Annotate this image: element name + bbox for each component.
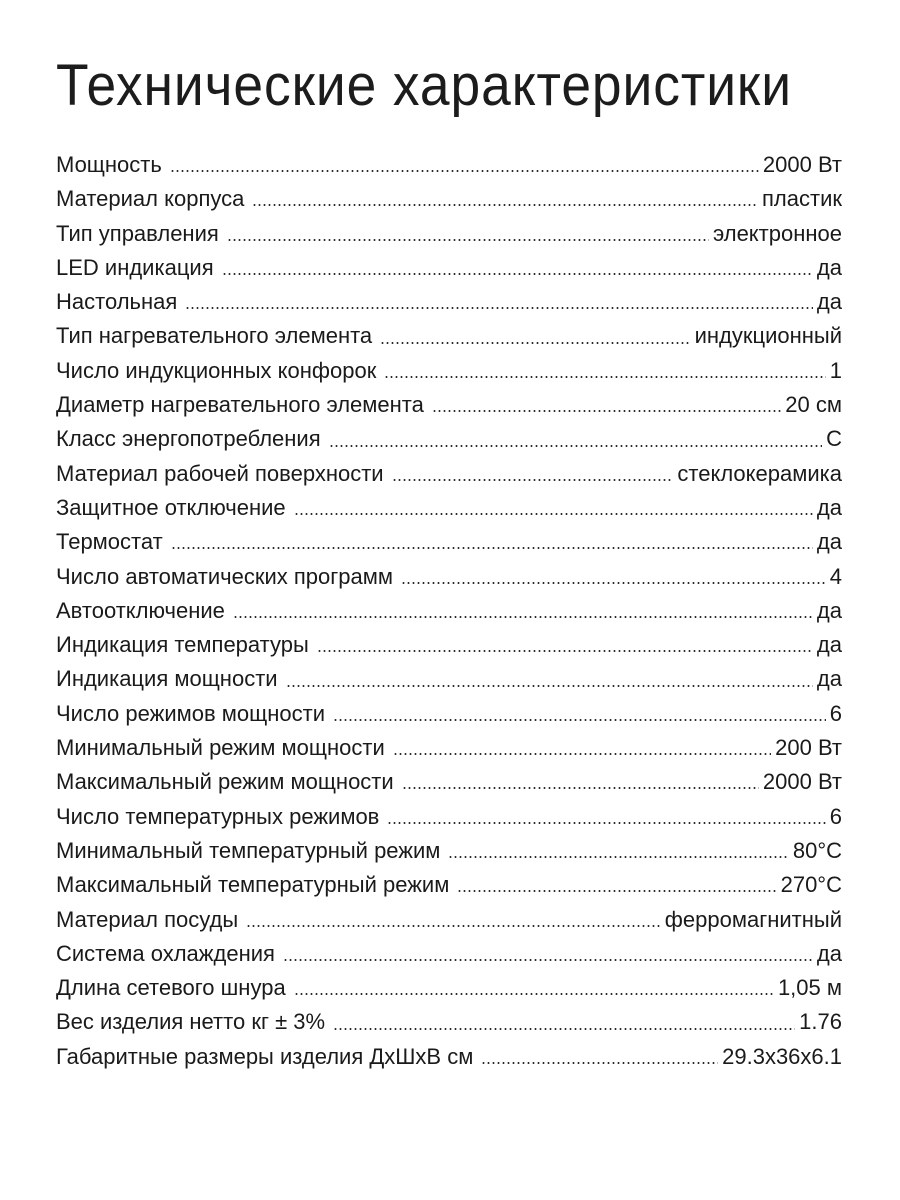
spec-label: Минимальный температурный режим xyxy=(56,837,441,863)
spec-value: пластик xyxy=(762,186,842,212)
spec-row xyxy=(56,697,842,731)
dot-leader xyxy=(401,582,826,584)
spec-value: 2000 Вт xyxy=(762,769,842,795)
spec-label: Габаритные размеры изделия ДхШхВ см xyxy=(56,1043,474,1069)
spec-row xyxy=(56,1040,842,1074)
dot-leader xyxy=(283,959,813,961)
spec-row xyxy=(56,868,842,902)
spec-value: да xyxy=(816,254,842,280)
dot-leader xyxy=(222,273,813,275)
spec-label: Термостат xyxy=(56,529,163,555)
spec-row xyxy=(56,765,842,799)
dot-leader xyxy=(402,787,759,789)
spec-value: 1 xyxy=(829,357,842,383)
spec-label: Защитное отключение xyxy=(56,494,286,520)
spec-row xyxy=(56,388,842,422)
spec-value: да xyxy=(816,597,842,623)
spec-row xyxy=(56,457,842,491)
spec-value: 200 Вт xyxy=(775,735,842,761)
dot-leader xyxy=(392,479,674,481)
spec-row xyxy=(56,422,842,456)
dot-leader xyxy=(317,650,813,652)
spec-row xyxy=(56,251,842,285)
spec-value: 80°C xyxy=(792,837,842,863)
spec-label: Число режимов мощности xyxy=(56,700,325,726)
spec-value: 1.76 xyxy=(799,1009,842,1035)
spec-row xyxy=(56,662,842,696)
spec-row xyxy=(56,491,842,525)
spec-value: электронное xyxy=(712,220,842,246)
spec-row xyxy=(56,834,842,868)
spec-row xyxy=(56,354,842,388)
spec-row xyxy=(56,319,842,353)
spec-label: Материал корпуса xyxy=(56,186,245,212)
spec-label: Материал посуды xyxy=(56,906,239,932)
spec-value: 6 xyxy=(829,803,842,829)
dot-leader xyxy=(481,1062,718,1064)
dot-leader xyxy=(329,445,822,447)
spec-label: Длина сетевого шнура xyxy=(56,975,286,1001)
spec-label: Класс энергопотребления xyxy=(56,426,321,452)
spec-label: Система охлаждения xyxy=(56,940,275,966)
spec-label: Максимальный режим мощности xyxy=(56,769,394,795)
spec-row xyxy=(56,148,842,182)
spec-value: да xyxy=(816,289,842,315)
spec-row xyxy=(56,628,842,662)
spec-row xyxy=(56,731,842,765)
spec-label: Число индукционных конфорок xyxy=(56,357,377,383)
dot-leader xyxy=(246,925,661,927)
dot-leader xyxy=(294,993,774,995)
spec-row xyxy=(56,525,842,559)
dot-leader xyxy=(448,856,788,858)
dot-leader xyxy=(233,616,813,618)
spec-label: Мощность xyxy=(56,152,162,177)
spec-row xyxy=(56,560,842,594)
spec-value: да xyxy=(816,632,842,658)
spec-row xyxy=(56,285,842,319)
spec-label: Диаметр нагревательного элемента xyxy=(56,392,424,418)
dot-leader xyxy=(227,239,709,241)
spec-row xyxy=(56,182,842,216)
spec-value: да xyxy=(816,529,842,555)
spec-label: Тип нагревательного элемента xyxy=(56,323,373,349)
spec-value: да xyxy=(816,940,842,966)
spec-value: 270°C xyxy=(780,872,842,898)
dot-leader xyxy=(333,1028,795,1030)
spec-value: C xyxy=(826,426,842,452)
spec-value: индукционный xyxy=(694,323,842,349)
spec-value: ферромагнитный xyxy=(664,906,842,932)
spec-value: да xyxy=(816,494,842,520)
spec-row xyxy=(56,903,842,937)
dot-leader xyxy=(185,307,813,309)
spec-value: да xyxy=(816,666,842,692)
dot-leader xyxy=(380,342,690,344)
spec-row xyxy=(56,1005,842,1039)
spec-label: Число автоматических программ xyxy=(56,563,393,589)
spec-value: 6 xyxy=(829,700,842,726)
spec-value: 29.3x36x6.1 xyxy=(722,1043,842,1069)
spec-list xyxy=(56,148,842,1074)
spec-label: Автоотключение xyxy=(56,597,225,623)
spec-row xyxy=(56,217,842,251)
spec-row xyxy=(56,800,842,834)
dot-leader xyxy=(387,822,825,824)
dot-leader xyxy=(432,410,781,412)
spec-label: Тип управления xyxy=(56,220,219,246)
spec-value: 20 см xyxy=(785,392,842,418)
spec-row xyxy=(56,594,842,628)
spec-label: Число температурных режимов xyxy=(56,803,380,829)
spec-label: Вес изделия нетто кг ± 3% xyxy=(56,1009,326,1035)
dot-leader xyxy=(170,170,759,172)
dot-leader xyxy=(333,719,826,721)
spec-label: Максимальный температурный режим xyxy=(56,872,450,898)
spec-label: LED индикация xyxy=(56,254,214,280)
dot-leader xyxy=(171,547,813,549)
spec-label: Индикация температуры xyxy=(56,632,309,658)
spec-label: Минимальный режим мощности xyxy=(56,735,385,761)
spec-label: Материал рабочей поверхности xyxy=(56,460,384,486)
spec-value: 4 xyxy=(829,563,842,589)
page-title: Технические характеристики xyxy=(56,53,792,118)
spec-value: 2000 Вт xyxy=(762,152,842,177)
dot-leader xyxy=(286,685,813,687)
spec-label: Настольная xyxy=(56,289,178,315)
spec-label: Индикация мощности xyxy=(56,666,278,692)
spec-value: 1,05 м xyxy=(777,975,842,1001)
dot-leader xyxy=(294,513,813,515)
dot-leader xyxy=(252,204,758,206)
spec-sheet xyxy=(56,0,842,1069)
spec-row xyxy=(56,937,842,971)
dot-leader xyxy=(384,376,825,378)
spec-row xyxy=(56,971,842,1005)
dot-leader xyxy=(393,753,771,755)
spec-value: стеклокерамика xyxy=(677,460,842,486)
dot-leader xyxy=(457,890,776,892)
